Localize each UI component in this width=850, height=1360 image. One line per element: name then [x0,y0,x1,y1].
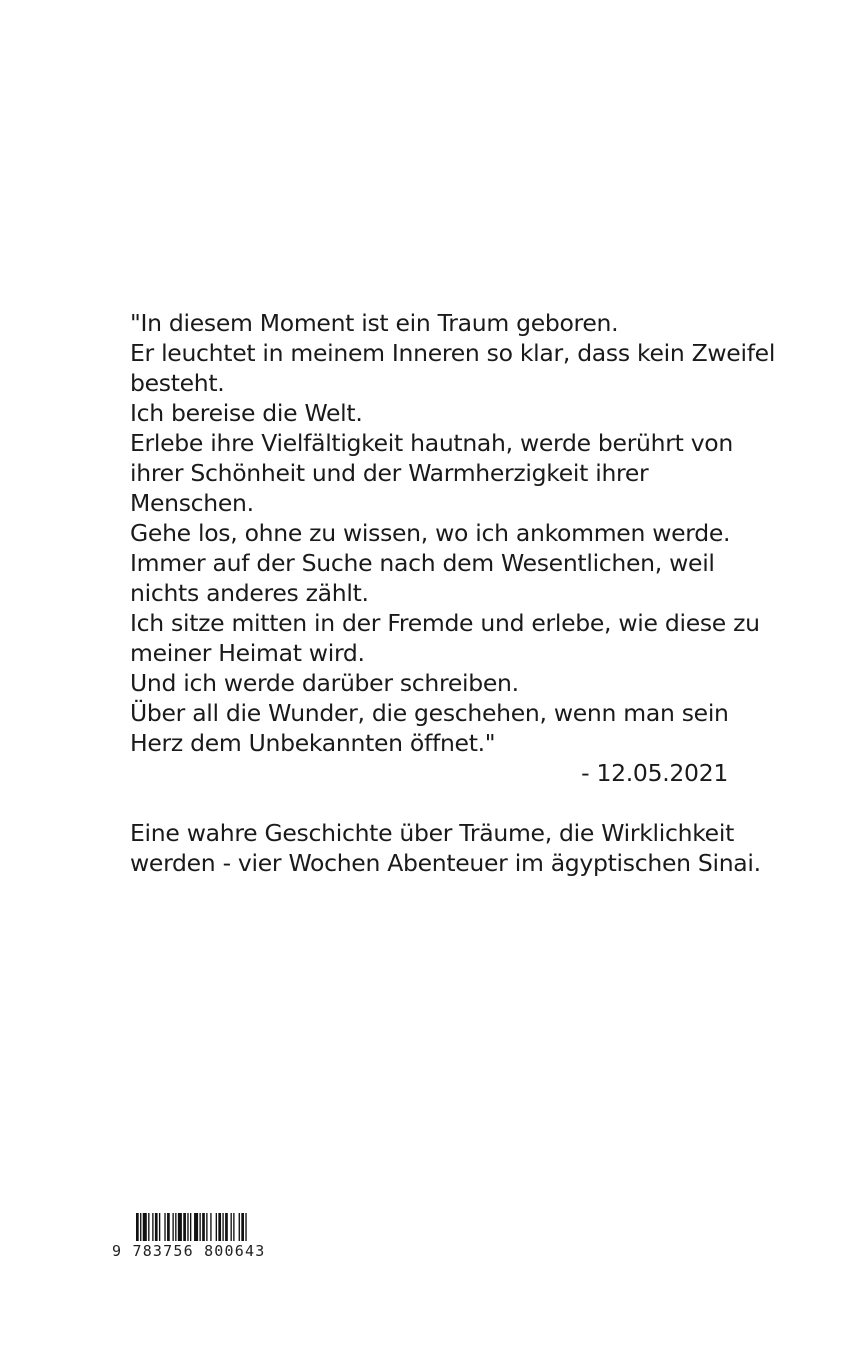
barcode-bar [206,1213,207,1241]
barcode-bar [239,1213,240,1241]
barcode-bar [216,1213,217,1241]
barcode-bar [183,1213,186,1241]
barcode-bar [210,1213,211,1241]
book-blurb [130,818,761,878]
barcode-bars-icon [136,1213,286,1245]
quote-line: ihrer Schönheit und der Warmherzigkeit ihrer [130,459,649,487]
barcode-bar [148,1213,149,1241]
barcode-bar [225,1213,228,1241]
quote-line: meiner Heimat wird. [130,639,365,667]
barcode-bar [175,1213,176,1241]
quote-line: Ich sitze mitten in der Fremde und erlebe, wie diese zu [130,609,760,637]
quote-line: besteht. [130,369,225,397]
barcode-bar [178,1213,182,1241]
back-cover-quote [130,308,776,788]
barcode-bar [164,1213,165,1241]
barcode-bar [143,1213,147,1241]
quote-line: Menschen. [130,489,254,517]
barcode-bar [202,1213,205,1241]
barcode-bar [241,1213,244,1241]
blurb-line: werden - vier Wochen Abenteuer im ägyptischen Sinai. [130,849,761,877]
barcode-bar [136,1213,139,1241]
barcode-bar [140,1213,141,1241]
quote-date: - 12.05.2021 [581,759,728,787]
isbn-number: 9 783756 800643 [112,1242,266,1260]
quote-line: "In diesem Moment ist ein Traum geboren. [130,309,619,337]
quote-line: Er leuchtet in meinem Inneren so klar, dass kein Zweifel [130,339,776,367]
quote-line: Ich bereise die Welt. [130,399,363,427]
barcode-bar [245,1213,246,1241]
quote-line: Über all die Wunder, die geschehen, wenn man sein [130,699,729,727]
barcode-bar [187,1213,188,1241]
quote-line: Erlebe ihre Vielfältigkeit hautnah, werde berührt von [130,429,733,457]
barcode-bar [233,1213,234,1241]
barcode-bar [222,1213,223,1241]
barcode-bar [190,1213,191,1241]
barcode-bar [155,1213,158,1241]
quote-line: nichts anderes zählt. [130,579,369,607]
quote-line: Immer auf der Suche nach dem Wesentlichen, weil [130,549,715,577]
barcode-bar [159,1213,160,1241]
barcode-bar [172,1213,173,1241]
isbn-barcode [112,1210,292,1262]
barcode-bar [194,1213,198,1241]
quote-line: Herz dem Unbekannten öffnet." [130,729,496,757]
barcode-bar [218,1213,221,1241]
quote-line: Und ich werde darüber schreiben. [130,669,519,697]
barcode-bar [152,1213,153,1241]
quote-line: Gehe los, ohne zu wissen, wo ich ankommen werde. [130,519,731,547]
blurb-line: Eine wahre Geschichte über Träume, die Wirklichkeit [130,819,734,847]
barcode-bar [199,1213,200,1241]
barcode-bar [167,1213,170,1241]
barcode-bar [231,1213,232,1241]
